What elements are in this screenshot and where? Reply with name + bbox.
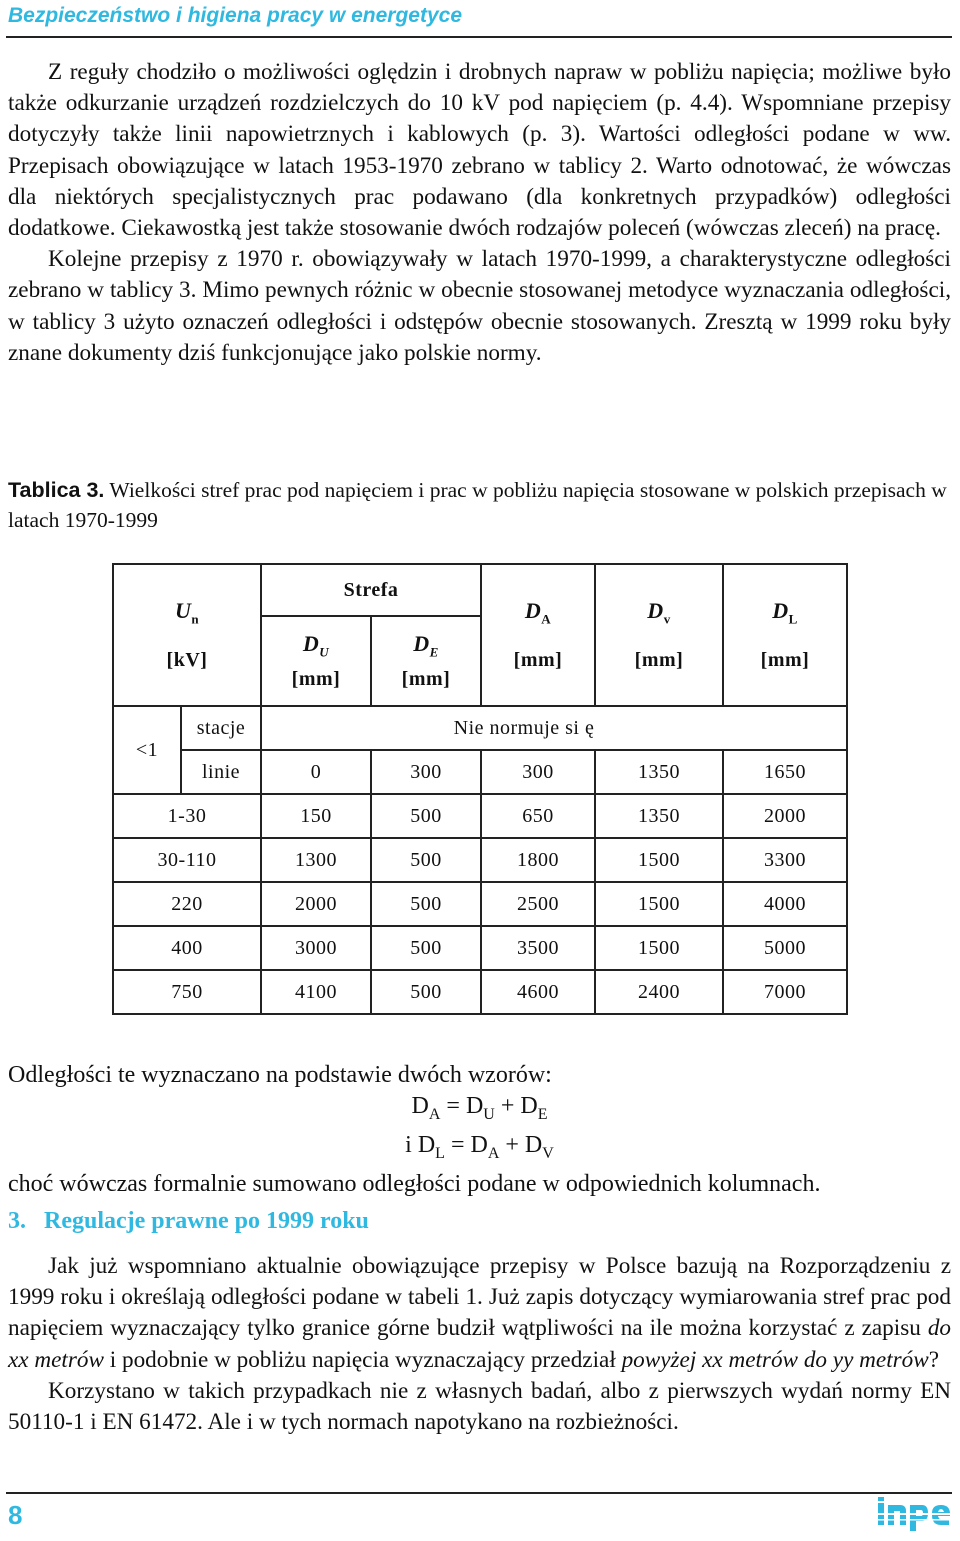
intro-paragraph-2: Kolejne przepisy z 1970 r. obowiązywały w latach 1970-1999, a charakterystyczne odległości zebrano w tablicy 3. Mimo pewnych różnic w obecnie stosowanej metodyce wyznaczania odległości, w tablicy 3 użyto oznaczeń odległości i odstępów obecnie stosowanych. Zresztą w 1999 roku były znane dokumenty dziś funkcjonujące jako polskie normy. [8,246,951,366]
un-header [113,564,261,706]
un-unit: [kV] [166,649,208,672]
table-cell: 1350 [595,794,723,838]
da-header [481,564,595,706]
table-cell: 0 [261,750,371,794]
table-cell: 300 [481,750,595,794]
table-cell: 500 [371,926,481,970]
table-cell: 1500 [595,882,723,926]
zones-table [112,563,848,1015]
section-paragraph-1: Jak już wspomniano aktualnie obowiązujące przepisy w Polsce bazują na Rozporządzeniu z 1999 roku i określają odległości podane w tabeli 1. Już zapis dotyczący wymiarowania stref prac pod napięciem wyznaczający tylko granice górne budził wątpliwości na ile można korzystać z zapisu do xx metrów i podobnie w pobliżu napięcia wyznaczający przedział powyżej xx metrów do yy metrów? [8,1253,951,1373]
lt1-voltage: <1 [113,706,181,794]
linie-label: linie [181,750,261,794]
table-cell: 1500 [595,838,723,882]
formulas-outro: choć wówczas formalnie sumowano odległości podane w odpowiednich kolumnach. [8,1170,821,1197]
table-caption-text: Wielkości stref prac pod napięciem i prac w pobliżu napięcia stosowane w polskich przepisach w latach 1970-1999 [8,478,947,532]
section-heading [8,1208,369,1235]
table-cell: 500 [371,838,481,882]
du-header [261,616,371,706]
formulas-intro: Odległości te wyznaczano na podstawie dwóch wzorów: [8,1062,552,1088]
dl-header [723,564,847,706]
da-symbol: $D_A$ [524,597,552,627]
table-cell: 150 [261,794,371,838]
table-cell: 2000 [261,882,371,926]
stacje-label: stacje [181,706,261,750]
header-rule [6,36,952,38]
table-cell: 500 [371,794,481,838]
table-cell: 3500 [481,926,595,970]
table-row [113,882,847,926]
strefa-header: Strefa [261,564,481,616]
da-unit: [mm] [513,649,563,672]
section-paragraph-2: Korzystano w takich przypadkach nie z własnych badań, albo z pierwszych wydań normy EN 50110-1 i EN 61472. Ale i w tych normach napotykano na rozbieżności. [8,1377,951,1436]
table-cell: 500 [371,882,481,926]
table-row [113,794,847,838]
page-number: 8 [8,1500,23,1530]
dl-unit: [mm] [760,649,810,672]
table-caption-label: Tablica 3. [8,478,105,502]
section-title: Regulacje prawne po 1999 roku [44,1208,369,1234]
running-header: Bezpieczeństwo i higiena pracy w energetyce [8,4,462,27]
table-cell: 1650 [723,750,847,794]
table-cell: 4100 [261,970,371,1014]
table-cell: 500 [371,970,481,1014]
section-text [8,1251,951,1438]
stacje-note: Nie normuje si ę [261,706,847,750]
dv-header [595,564,723,706]
de-header [371,616,481,706]
table-cell: 2000 [723,794,847,838]
table-cell: 7000 [723,970,847,1014]
dl-symbol: $D_L$ [772,597,798,627]
table-cell: 5000 [723,926,847,970]
footer-rule [6,1492,952,1494]
table-cell: 3300 [723,838,847,882]
table-caption [8,475,951,535]
voltage-cell: 400 [113,926,261,970]
dv-unit: [mm] [634,649,684,672]
voltage-cell: 30-110 [113,838,261,882]
table-row [113,926,847,970]
de-symbol: $D_E$ [413,630,439,660]
table-cell: 1350 [595,750,723,794]
table-cell: 300 [371,750,481,794]
table-cell: 2400 [595,970,723,1014]
table-row [113,838,847,882]
formulas-block [8,1060,951,1200]
table-cell: 1800 [481,838,595,882]
table-cell: 2500 [481,882,595,926]
table-cell: 1500 [595,926,723,970]
table-cell: 3000 [261,926,371,970]
inpe-logo [878,1497,950,1533]
table-cell: 4600 [481,970,595,1014]
du-symbol: $D_U$ [302,630,330,660]
voltage-cell: 1-30 [113,794,261,838]
table-cell: 650 [481,794,595,838]
table-row [113,970,847,1014]
table-cell: 1300 [261,838,371,882]
section-number: 3. [8,1208,26,1234]
de-unit: [mm] [401,668,451,691]
formula-1: $D_A = D_U + D_E$ [411,1093,548,1123]
du-unit: [mm] [291,668,341,691]
voltage-cell: 750 [113,970,261,1014]
un-symbol: $U_n$ [174,597,200,627]
formula-2: i $D_L = D_A + D_V$ [405,1131,554,1162]
intro-paragraph-1: Z reguły chodziło o możliwości oględzin i drobnych napraw w pobliżu napięcia; możliwe było także odkurzanie urządzeń rozdzielczych do 10 kV pod napięciem (p. 4.4). Wspomniane przepisy dotyczyły także linii napowietrznych i kablowych (p. 3). Wartości odległości podane w ww. Przepisach obowiązujące w latach 1953-1970 zebrano w tablicy 2. Warto odnotować, że wówczas dla niektórych specjalistycznych prac podawano (dla konkretnych przypadków) odległości dodatkowe. Ciekawostką jest także stosowanie dwóch rodzajów poleceń (wówczas zleceń) na pracę. [8,59,951,242]
intro-text [8,57,951,369]
table-cell: 4000 [723,882,847,926]
dv-symbol: $D_v$ [647,597,671,627]
voltage-cell: 220 [113,882,261,926]
